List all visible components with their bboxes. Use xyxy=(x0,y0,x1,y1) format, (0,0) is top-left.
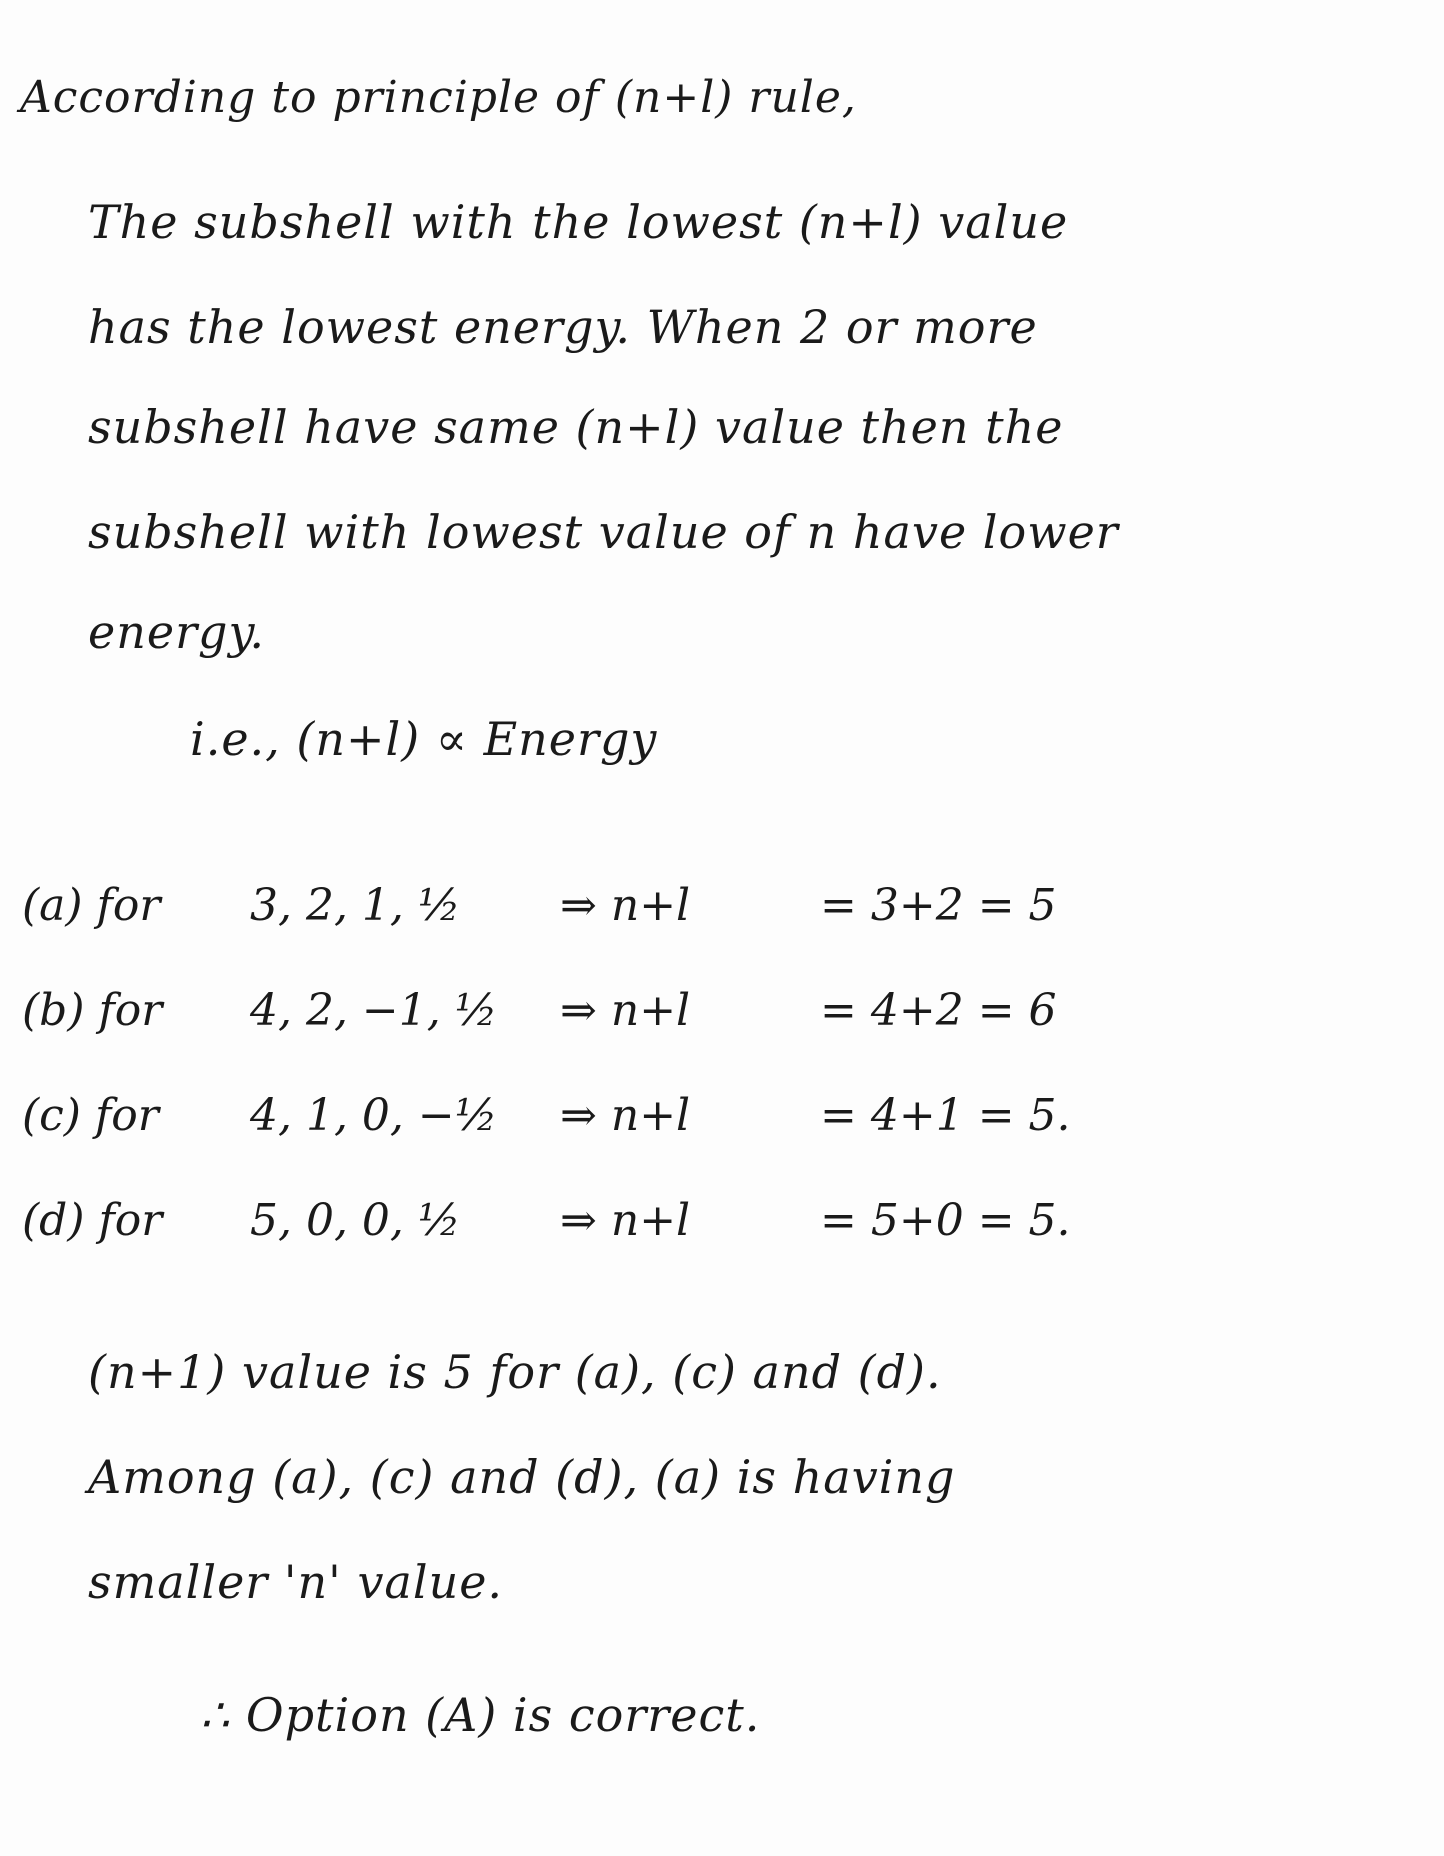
conclusion: ∴ Option (A) is correct. xyxy=(200,1688,761,1742)
summary-line: (n+1) value is 5 for (a), (c) and (d). xyxy=(88,1345,942,1399)
n-plus-l-calculation: = 3+2 = 5 xyxy=(820,880,1057,931)
quantum-numbers: 3, 2, 1, ½ xyxy=(250,880,461,931)
summary-line: Among (a), (c) and (d), (a) is having xyxy=(88,1450,956,1504)
summary-line: smaller 'n' value. xyxy=(88,1555,504,1609)
n-plus-l-expression: ⇒ n+l xyxy=(560,985,691,1036)
n-plus-l-expression: ⇒ n+l xyxy=(560,1090,691,1141)
paragraph-line: subshell have same (n+l) value then the xyxy=(88,400,1064,454)
n-plus-l-calculation: = 4+1 = 5. xyxy=(820,1090,1071,1141)
n-plus-l-expression: ⇒ n+l xyxy=(560,880,691,931)
paragraph-line: subshell with lowest value of n have lower xyxy=(88,505,1119,559)
case-label: (c) for xyxy=(22,1090,159,1141)
n-plus-l-expression: ⇒ n+l xyxy=(560,1195,691,1246)
quantum-numbers: 5, 0, 0, ½ xyxy=(250,1195,461,1246)
paragraph-line: has the lowest energy. When 2 or more xyxy=(88,300,1038,354)
n-plus-l-calculation: = 4+2 = 6 xyxy=(820,985,1057,1036)
paragraph-line: The subshell with the lowest (n+l) value xyxy=(88,195,1069,249)
case-label: (a) for xyxy=(22,880,161,931)
heading: According to principle of (n+l) rule, xyxy=(20,72,857,123)
quantum-numbers: 4, 2, −1, ½ xyxy=(250,985,498,1036)
case-label: (b) for xyxy=(22,985,163,1036)
quantum-numbers: 4, 1, 0, −½ xyxy=(250,1090,498,1141)
paragraph-line: energy. xyxy=(88,605,266,659)
n-plus-l-calculation: = 5+0 = 5. xyxy=(820,1195,1071,1246)
case-label: (d) for xyxy=(22,1195,163,1246)
proportionality-relation: i.e., (n+l) ∝ Energy xyxy=(190,712,658,766)
